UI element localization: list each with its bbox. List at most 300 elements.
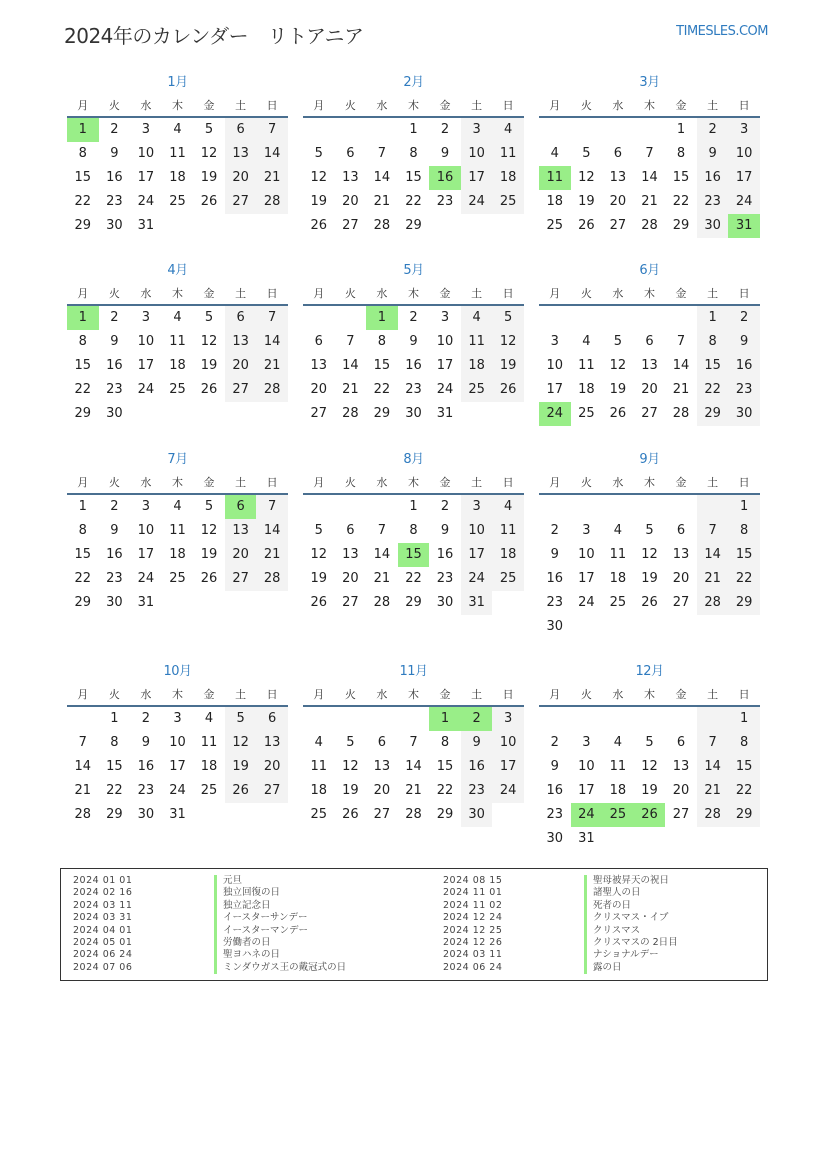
day-cell: 12 [225,731,257,755]
day-cell: 28 [256,190,288,214]
day-cell: 16 [697,166,729,190]
day-grid [539,306,760,426]
day-cell: 7 [676,334,686,349]
holiday-marker [214,949,217,961]
weekday-label: 月 [313,287,325,300]
weekday-label: 水 [140,287,152,300]
empty-cell [571,615,603,639]
holiday-name: 元旦 [223,875,243,886]
weekday-label: 日 [738,476,750,489]
day-cell: 29 [728,591,760,615]
day-cell: 19 [200,358,218,373]
day-cell: 12 [609,358,627,373]
empty-cell [429,214,461,238]
day-cell: 12 [310,170,328,185]
day-cell: 23 [546,595,564,610]
day-cell: 28 [256,567,288,591]
weekday-label: 水 [612,287,624,300]
day-grid [303,306,524,426]
weekday-label: 月 [549,476,561,489]
day-cell: 19 [342,783,359,798]
weekday-label: 月 [549,688,561,701]
weekday-header [539,683,760,707]
day-cell: 3 [728,118,760,142]
day-cell: 11 [578,358,595,373]
weekday-label: 日 [266,688,278,701]
day-cell: 15 [74,358,92,373]
day-cell: 20 [373,783,391,798]
empty-cell [728,827,760,851]
day-cell: 18 [492,166,524,190]
day-cell: 15 [106,759,123,774]
weekday-label: 金 [439,99,451,112]
day-cell: 2 [440,499,450,514]
day-cell: 11 [310,759,328,774]
day-cell: 8 [728,519,760,543]
holiday-name: イースターマンデー [223,924,309,936]
day-cell: 28 [672,406,690,421]
weekday-label: 土 [471,287,483,300]
weekday-header [67,282,288,306]
weekday-label: 金 [203,99,215,112]
weekday-label: 水 [612,99,624,112]
holiday-date: 2024 03 11 [73,899,133,911]
day-cell: 23 [461,779,493,803]
day-cell: 18 [609,783,627,798]
day-cell: 29 [373,406,391,421]
day-cell: 11 [461,330,493,354]
month-name: 5月 [403,263,424,278]
day-cell: 9 [440,523,450,538]
day-cell: 23 [436,571,454,586]
day-cell: 9 [697,142,729,166]
day-cell: 18 [546,194,564,209]
month-calendar [303,72,524,238]
day-cell: 21 [641,194,658,209]
day-cell: 17 [492,755,524,779]
day-cell: 23 [728,378,760,402]
month-name: 2月 [403,75,424,90]
empty-cell [697,615,729,639]
day-cell: 9 [110,334,119,349]
holiday-date: 2024 03 11 [443,949,503,961]
day-cell: 14 [697,543,729,567]
weekday-label: 金 [439,476,451,489]
day-cell: 22 [74,571,92,586]
day-cell: 16 [546,783,564,798]
day-cell: 25 [200,783,218,798]
empty-cell [67,707,99,731]
holiday-row [443,937,678,949]
empty-cell [539,306,571,330]
empty-cell [539,118,571,142]
day-cell: 9 [550,547,559,562]
holiday-row [443,887,678,899]
day-cell: 20 [225,543,257,567]
day-cell: 27 [225,378,257,402]
empty-cell [335,495,367,519]
weekday-header [67,94,288,118]
empty-cell [162,402,194,426]
day-cell: 26 [342,807,359,822]
empty-cell [256,214,288,238]
day-cell: 5 [314,146,323,161]
weekday-label: 日 [502,476,514,489]
empty-cell [634,827,666,851]
holiday-row [73,887,346,899]
day-cell: 25 [492,567,524,591]
weekday-label: 月 [77,99,89,112]
day-cell: 13 [342,547,359,562]
day-cell: 24 [571,803,603,827]
day-cell: 7 [697,519,729,543]
empty-cell [634,495,666,519]
weekday-label: 日 [738,688,750,701]
day-cell: 2 [110,499,119,514]
day-cell: 19 [492,354,524,378]
day-cell: 17 [137,547,155,562]
day-cell: 1 [67,306,99,330]
day-cell: 21 [672,382,690,397]
day-cell: 18 [609,571,627,586]
empty-cell [665,707,697,731]
day-cell: 19 [578,194,595,209]
day-cell: 12 [200,334,218,349]
day-cell: 20 [225,166,257,190]
empty-cell [665,615,697,639]
weekday-label: 日 [738,287,750,300]
brand-logo[interactable]: TIMESLES.COM [676,24,768,39]
weekday-label: 日 [502,688,514,701]
weekday-label: 水 [376,287,388,300]
holiday-marker [584,887,587,899]
month-name: 1月 [167,75,188,90]
holiday-list-right [443,875,678,974]
day-cell: 30 [436,595,454,610]
day-cell: 24 [461,567,493,591]
day-cell: 7 [409,735,418,750]
weekday-label: 水 [376,99,388,112]
empty-cell [130,402,162,426]
holiday-row [73,937,346,949]
weekday-header [539,282,760,306]
day-cell: 12 [342,759,359,774]
empty-cell [303,495,335,519]
day-cell: 5 [613,334,623,349]
holiday-name: 聖ヨハネの日 [223,949,281,961]
day-cell: 11 [169,523,186,538]
holiday-date: 2024 06 24 [443,961,503,973]
day-cell: 3 [550,334,559,349]
day-cell: 7 [256,495,288,519]
holiday-marker [584,900,587,912]
day-cell: 31 [169,807,186,822]
day-cell: 10 [137,146,155,161]
day-cell: 29 [405,595,422,610]
day-cell: 6 [346,523,355,538]
day-cell: 30 [697,214,729,238]
day-cell: 9 [461,731,493,755]
weekday-label: 火 [108,476,120,489]
day-cell: 24 [492,779,524,803]
day-cell: 17 [137,358,155,373]
day-cell: 19 [641,783,658,798]
day-cell: 25 [169,571,186,586]
day-cell: 12 [641,547,658,562]
day-cell: 10 [461,519,493,543]
day-cell: 11 [539,166,571,190]
holiday-date: 2024 12 26 [443,936,503,948]
day-cell: 8 [110,735,119,750]
empty-cell [539,707,571,731]
holiday-marker [584,937,587,949]
day-cell: 1 [409,122,418,137]
day-cell: 21 [697,779,729,803]
weekday-header [303,282,524,306]
day-cell: 16 [405,358,422,373]
day-cell: 12 [310,547,328,562]
day-cell: 9 [110,523,119,538]
day-cell: 10 [728,142,760,166]
day-cell: 27 [310,406,328,421]
day-cell: 30 [106,218,123,233]
weekday-label: 木 [171,476,183,489]
day-cell: 26 [641,595,658,610]
holiday-date: 2024 12 24 [443,912,503,924]
day-cell: 8 [377,334,387,349]
day-cell: 26 [225,779,257,803]
day-cell: 25 [169,382,186,397]
month-name: 11月 [399,664,428,679]
holiday-row [73,962,346,974]
day-cell: 18 [200,759,218,774]
weekday-header [303,471,524,495]
day-cell: 16 [546,571,564,586]
day-cell: 5 [346,735,355,750]
day-cell: 10 [492,731,524,755]
day-cell: 28 [697,803,729,827]
day-cell: 22 [436,783,454,798]
empty-cell [602,615,634,639]
day-cell: 25 [546,218,564,233]
day-cell: 28 [74,807,92,822]
weekday-label: 火 [580,99,592,112]
weekday-label: 木 [407,99,419,112]
day-cell: 9 [550,759,559,774]
day-cell: 31 [137,218,155,233]
day-cell: 2 [110,310,119,325]
day-cell: 13 [256,731,288,755]
day-cell: 24 [137,382,155,397]
day-cell: 26 [200,382,218,397]
month-calendar [67,260,288,426]
day-grid [67,707,288,827]
day-cell: 2 [141,711,151,726]
day-cell: 14 [697,755,729,779]
weekday-label: 土 [707,688,719,701]
day-cell: 25 [578,406,595,421]
day-cell: 4 [173,310,182,325]
day-cell: 11 [609,547,627,562]
day-cell: 1 [110,711,119,726]
holiday-date: 2024 01 01 [73,875,133,886]
day-cell: 24 [137,194,155,209]
day-cell: 30 [405,406,422,421]
holiday-marker [584,875,587,887]
day-cell: 19 [200,547,218,562]
day-cell: 28 [373,218,391,233]
holiday-marker [584,925,587,937]
day-cell: 3 [440,310,450,325]
weekday-label: 木 [171,287,183,300]
day-cell: 13 [609,170,627,185]
holiday-marker [584,912,587,924]
day-cell: 31 [461,591,493,615]
day-cell: 19 [609,382,627,397]
holiday-date: 2024 02 16 [73,887,133,899]
weekday-label: 日 [502,287,514,300]
empty-cell [665,306,697,330]
day-cell: 31 [578,831,595,846]
empty-cell [256,803,288,827]
holiday-row [73,925,346,937]
day-cell: 13 [342,170,359,185]
day-cell: 7 [377,523,387,538]
weekday-label: 土 [235,99,247,112]
weekday-label: 水 [140,99,152,112]
day-cell: 27 [256,779,288,803]
day-cell: 1 [728,707,760,731]
day-cell: 24 [137,571,155,586]
holiday-date: 2024 05 01 [73,936,133,948]
empty-cell [697,827,729,851]
weekday-header [67,683,288,707]
day-cell: 15 [672,170,690,185]
weekday-label: 土 [707,476,719,489]
day-cell: 21 [256,543,288,567]
weekday-label: 火 [344,287,356,300]
holiday-date: 2024 11 01 [443,887,503,899]
holiday-date: 2024 12 25 [443,924,503,936]
holiday-date: 2024 03 31 [73,912,133,924]
day-cell: 4 [173,122,182,137]
day-cell: 21 [256,166,288,190]
day-cell: 8 [78,146,87,161]
day-cell: 18 [169,170,186,185]
weekday-label: 火 [580,287,592,300]
empty-cell [398,707,430,731]
day-cell: 13 [225,142,257,166]
holiday-name: 死者の日 [593,899,632,911]
day-cell: 22 [697,378,729,402]
day-cell: 15 [398,543,430,567]
day-cell: 8 [409,146,418,161]
day-cell: 13 [641,358,658,373]
day-cell: 15 [74,170,92,185]
day-grid [67,118,288,238]
day-cell: 13 [672,547,690,562]
holiday-marker [214,937,217,949]
day-cell: 22 [405,571,422,586]
day-cell: 29 [436,807,454,822]
day-cell: 22 [728,567,760,591]
day-cell: 10 [578,759,595,774]
month-calendar [539,260,760,426]
day-cell: 2 [409,310,418,325]
empty-cell [193,214,225,238]
day-cell: 26 [634,803,666,827]
day-cell: 17 [578,783,595,798]
day-cell: 21 [256,354,288,378]
day-cell: 19 [200,170,218,185]
day-cell: 8 [78,523,87,538]
day-cell: 10 [137,523,155,538]
day-cell: 28 [697,591,729,615]
day-cell: 3 [141,310,151,325]
month-calendar [539,449,760,639]
empty-cell [697,495,729,519]
weekday-label: 木 [643,287,655,300]
weekday-label: 木 [643,476,655,489]
weekday-label: 木 [171,688,183,701]
holiday-date: 2024 07 06 [73,961,133,973]
empty-cell [634,707,666,731]
day-cell: 14 [672,358,690,373]
empty-cell [303,707,335,731]
day-cell: 20 [310,382,328,397]
weekday-header [539,471,760,495]
month-name: 4月 [167,263,188,278]
day-cell: 14 [256,519,288,543]
day-cell: 27 [641,406,658,421]
weekday-label: 日 [266,287,278,300]
weekday-header [303,683,524,707]
day-cell: 20 [609,194,627,209]
day-cell: 1 [676,122,686,137]
empty-cell [539,495,571,519]
day-cell: 27 [672,595,690,610]
empty-cell [225,402,257,426]
day-cell: 3 [582,523,591,538]
day-cell: 17 [461,166,493,190]
day-cell: 29 [106,807,123,822]
day-cell: 28 [405,807,422,822]
day-cell: 18 [578,382,595,397]
day-cell: 4 [314,735,323,750]
holiday-marker [214,887,217,899]
weekday-label: 金 [675,99,687,112]
day-cell: 9 [440,146,450,161]
day-cell: 23 [106,571,123,586]
day-cell: 25 [310,807,328,822]
day-cell: 1 [429,707,461,731]
weekday-label: 水 [612,688,624,701]
day-cell: 7 [697,731,729,755]
day-cell: 7 [78,735,87,750]
month-calendar [539,661,760,851]
empty-cell [366,707,398,731]
day-cell: 27 [373,807,391,822]
holiday-name: クリスマスの 2日目 [593,936,678,948]
empty-cell [634,306,666,330]
month-calendar [303,260,524,426]
day-cell: 29 [74,406,92,421]
day-cell: 31 [436,406,454,421]
day-cell: 4 [492,118,524,142]
holiday-date: 2024 04 01 [73,924,133,936]
day-cell: 6 [377,735,387,750]
weekday-label: 火 [108,99,120,112]
